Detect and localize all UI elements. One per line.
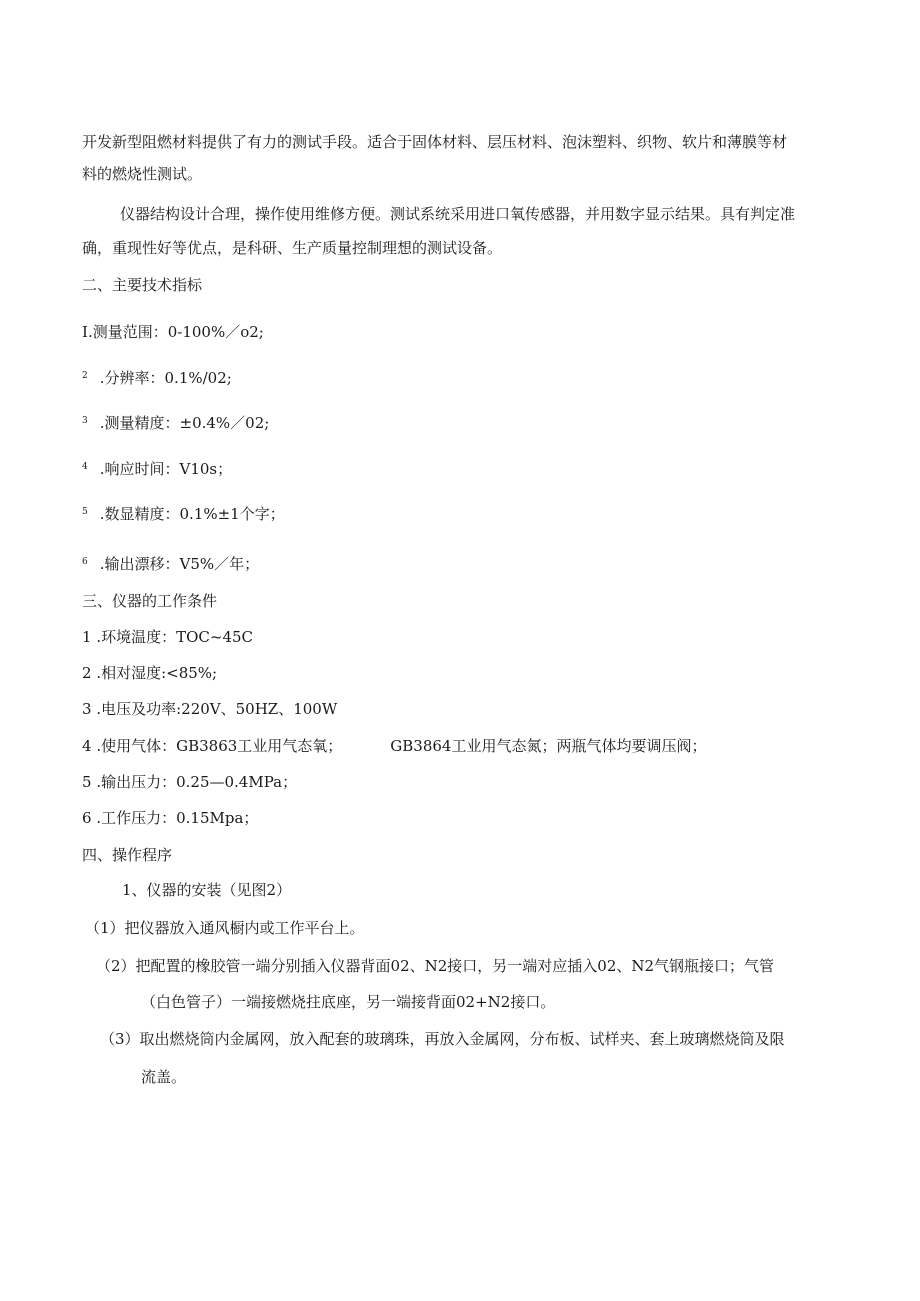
cond-item-text: .输出压力：0.25—0.4MPa； [96, 773, 298, 791]
cond-item-text: .工作压力：0.15Mpa； [96, 809, 259, 827]
cond-item-6 [82, 808, 258, 828]
cond-item-num: 5 [82, 773, 92, 791]
cond-item-2 [82, 663, 217, 683]
cond-item-num: 4 [82, 737, 92, 755]
cond-item-num: 6 [82, 809, 92, 827]
cond-item-num: 3 [82, 700, 92, 718]
cond-item-text: .相对湿度:<85%; [96, 664, 218, 682]
proc-step-3-line2: 流盖。 [141, 1068, 187, 1086]
spec-item-text: .测量范围：0-100%／o2; [87, 323, 264, 341]
spec-item-6 [82, 554, 259, 577]
cond-item-text: .电压及功率:220V、50HZ、100W [96, 700, 338, 718]
spec-item-num: 3 [82, 416, 88, 426]
cond-item-5 [82, 772, 297, 792]
cond-item-4 [82, 736, 706, 756]
proc-step-2-line2: （白色管子）一端接燃烧拄底座，另一端接背面02+N2接口。 [141, 993, 556, 1011]
spec-item-text: .测量精度：±0.4%／02; [99, 414, 270, 432]
proc-step-3-line1: （3）取出燃烧筒内金属网，放入配套的玻璃珠，再放入金属网，分布板、试样夹、套上玻璃燃烧筒及限 [100, 1030, 785, 1048]
spec-item-num: 6 [82, 557, 88, 567]
spec-item-text: .输出漂移：V5%／年； [99, 555, 260, 573]
spec-item-4 [82, 459, 232, 482]
cond-item-3 [82, 699, 337, 719]
cond-heading: 三、仪器的工作条件 [82, 592, 218, 610]
spec-item-num: 2 [82, 371, 88, 381]
spec-item-text: .分辨率：0.1%/02; [99, 369, 232, 387]
cond-item-num: 2 [82, 664, 92, 682]
proc-subheading: 1、仪器的安装（见图2） [122, 881, 292, 899]
proc-step-1: （1）把仪器放入通风橱内或工作平台上。 [85, 919, 365, 937]
intro-p2-line2: 确，重现性好等优点，是科研、生产质量控制理想的测试设备。 [82, 239, 503, 257]
spec-item-text: .响应时间：V10s； [99, 460, 233, 478]
spec-item-1 [82, 322, 264, 342]
proc-heading: 四、操作程序 [82, 846, 173, 864]
cond-item-1 [82, 627, 253, 647]
spec-item-num: 4 [82, 462, 88, 472]
cond-item-text: .环境温度：TOC~45C [96, 628, 254, 646]
cond-item-num: 1 [82, 628, 92, 646]
proc-step-2-line1: （2）把配置的橡胶管一端分别插入仪器背面02、N2接口，另一端对应插入02、N2气钢瓶接口；气管 [96, 957, 775, 975]
intro-p1-line2: 料的燃烧性测试。 [82, 165, 203, 183]
intro-p1-line1: 开发新型阻燃材料提供了有力的测试手段。适合于固体材料、层压材料、泡沫塑料、织物、软片和薄膜等材 [82, 133, 788, 151]
spec-item-3 [82, 413, 269, 436]
spec-item-5 [82, 504, 285, 527]
intro-p2-line1: 仪器结构设计合理，操作使用维修方便。测试系统采用进口氧传感器，并用数字显示结果。具有判定准 [120, 205, 796, 223]
cond-item-text: .使用气体：GB3863工业用气态氧； [96, 737, 343, 755]
spec-item-num: 5 [82, 507, 88, 517]
spec-heading: 二、主要技术指标 [82, 276, 203, 294]
spec-item-num: I [82, 323, 88, 341]
spec-item-text: .数显精度：0.1%±1个字； [99, 505, 285, 523]
cond-item-text2: GB3864工业用气态氮；两瓶气体均要调压阀； [390, 737, 707, 755]
spec-item-2 [82, 368, 232, 391]
